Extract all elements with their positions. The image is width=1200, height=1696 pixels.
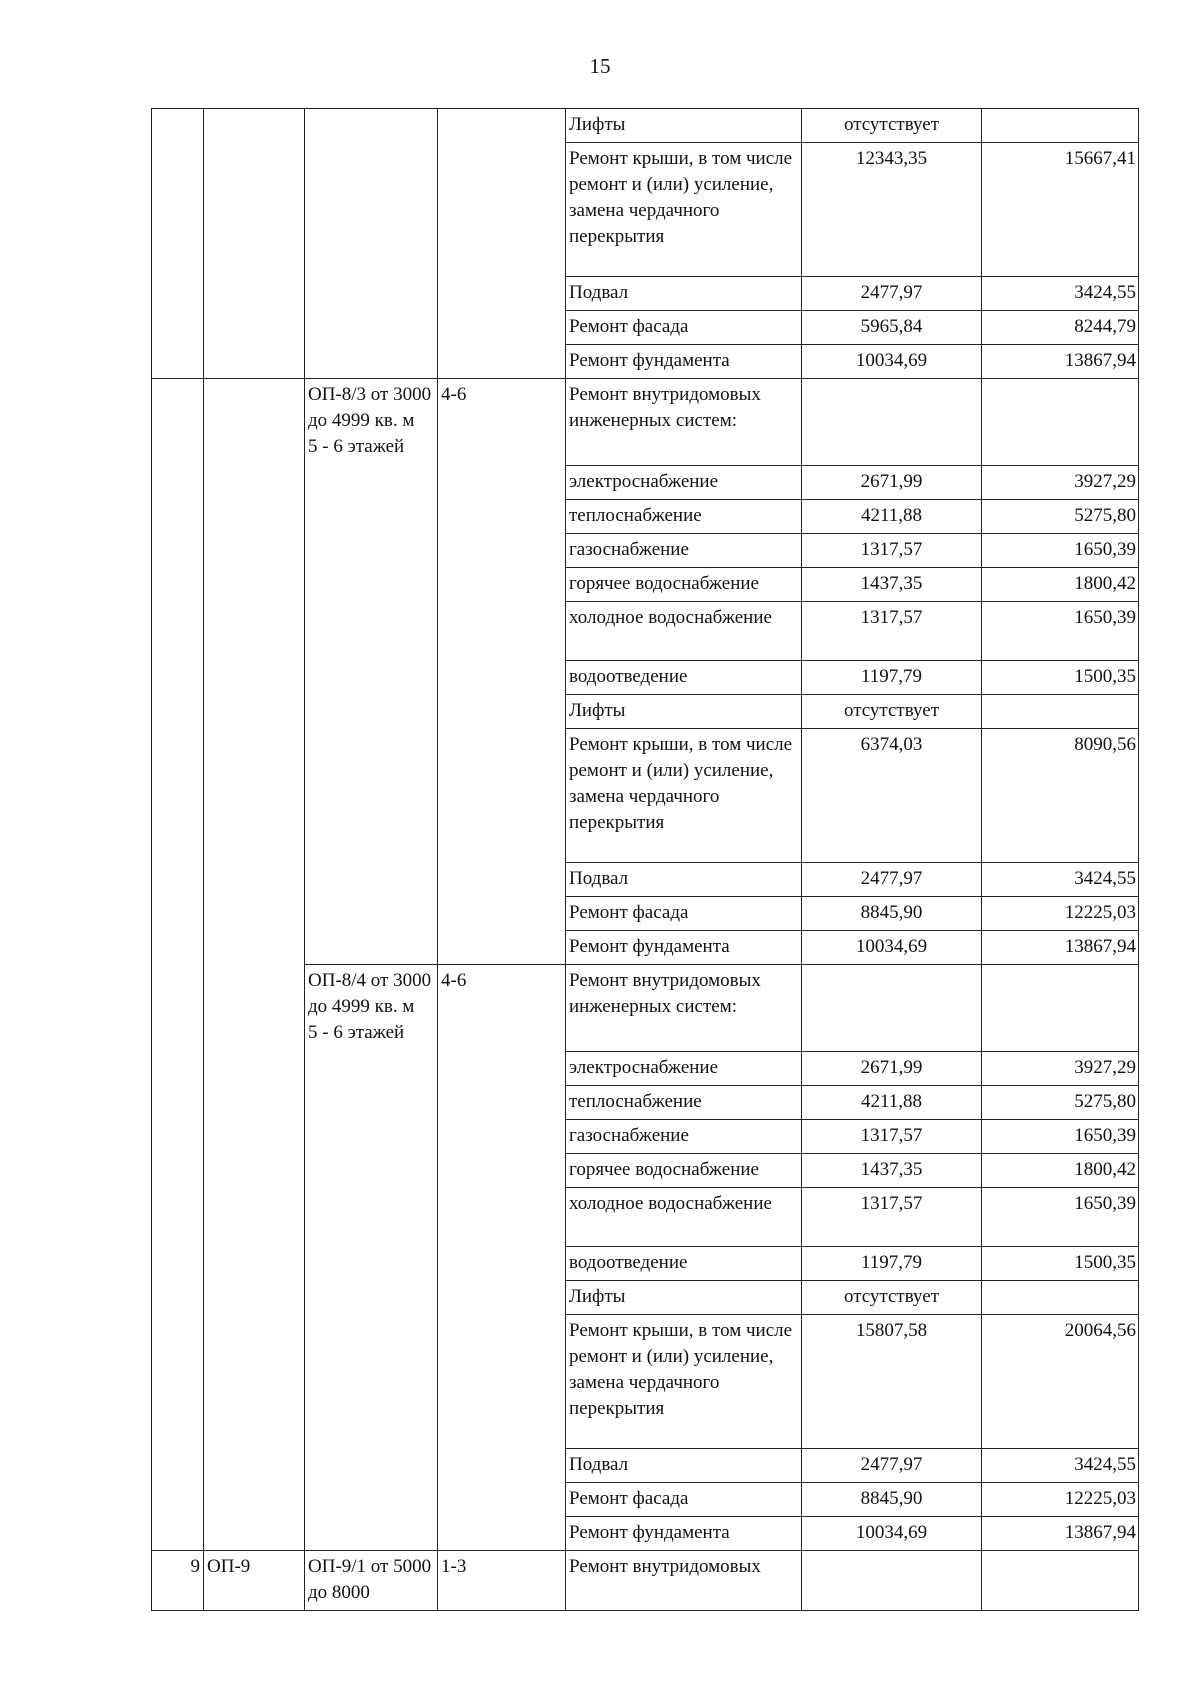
item-cell: Лифты <box>566 109 802 143</box>
item-cell: Подвал <box>566 277 802 311</box>
value-cell: 5275,80 <box>982 1086 1139 1120</box>
floors-cell: 4-6 <box>438 965 566 1551</box>
value-cell <box>982 379 1139 466</box>
value-cell: 8090,56 <box>982 729 1139 863</box>
code-cell: ОП-9/1 от 5000 до 8000 <box>305 1551 438 1611</box>
code-cell <box>305 109 438 379</box>
item-cell: Ремонт крыши, в том числе ремонт и (или) усиление, замена чердачного перекрытия <box>566 1315 802 1449</box>
item-cell: водоотведение <box>566 661 802 695</box>
item-cell: электроснабжение <box>566 466 802 500</box>
floors-cell: 4-6 <box>438 379 566 965</box>
value-cell: 1650,39 <box>982 1120 1139 1154</box>
item-cell: Ремонт фасада <box>566 897 802 931</box>
table-row <box>152 1551 1139 1611</box>
item-cell: Ремонт крыши, в том числе ремонт и (или) усиление, замена чердачного перекрытия <box>566 143 802 277</box>
value-cell: 8845,90 <box>802 1483 982 1517</box>
value-cell: 1317,57 <box>802 534 982 568</box>
item-cell: Подвал <box>566 863 802 897</box>
item-cell: газоснабжение <box>566 1120 802 1154</box>
value-cell: 6374,03 <box>802 729 982 863</box>
item-cell: Ремонт внутридомовых <box>566 1551 802 1611</box>
value-cell: 3424,55 <box>982 277 1139 311</box>
page-number: 15 <box>589 54 611 78</box>
table-row <box>152 109 1139 143</box>
value-cell: 15807,58 <box>802 1315 982 1449</box>
value-cell: 1437,35 <box>802 568 982 602</box>
value-cell: 13867,94 <box>982 1517 1139 1551</box>
value-cell: 1197,79 <box>802 661 982 695</box>
item-cell: Ремонт внутридомовых инженерных систем: <box>566 379 802 466</box>
value-cell: 2477,97 <box>802 277 982 311</box>
value-cell <box>982 109 1139 143</box>
item-cell: холодное водоснабжение <box>566 1188 802 1247</box>
value-cell: 10034,69 <box>802 1517 982 1551</box>
value-cell: 13867,94 <box>982 931 1139 965</box>
value-cell: 1437,35 <box>802 1154 982 1188</box>
value-cell: 1800,42 <box>982 1154 1139 1188</box>
number-cell: 9 <box>152 1551 204 1611</box>
item-cell: Ремонт внутридомовых инженерных систем: <box>566 965 802 1052</box>
value-cell: 2671,99 <box>802 1052 982 1086</box>
table-row <box>152 379 1139 466</box>
item-cell: Ремонт фундамента <box>566 1517 802 1551</box>
value-cell: 10034,69 <box>802 931 982 965</box>
value-cell: 8244,79 <box>982 311 1139 345</box>
value-cell: 1500,35 <box>982 661 1139 695</box>
item-cell: холодное водоснабжение <box>566 602 802 661</box>
value-cell <box>802 965 982 1052</box>
value-cell: 1317,57 <box>802 602 982 661</box>
value-cell: 10034,69 <box>802 345 982 379</box>
code-cell: ОП-8/4 от 3000 до 4999 кв. м 5 - 6 этажей <box>305 965 438 1551</box>
floors-cell: 1-3 <box>438 1551 566 1611</box>
value-cell: отсутствует <box>802 695 982 729</box>
value-cell <box>802 379 982 466</box>
item-cell: Ремонт фундамента <box>566 345 802 379</box>
item-cell: газоснабжение <box>566 534 802 568</box>
value-cell: 1800,42 <box>982 568 1139 602</box>
value-cell: 3424,55 <box>982 863 1139 897</box>
value-cell: 3927,29 <box>982 466 1139 500</box>
group-cell <box>204 379 305 1551</box>
value-cell: 1650,39 <box>982 602 1139 661</box>
item-cell: горячее водоснабжение <box>566 1154 802 1188</box>
value-cell <box>802 1551 982 1611</box>
value-cell: 2671,99 <box>802 466 982 500</box>
cost-table <box>151 108 1139 1611</box>
value-cell: отсутствует <box>802 109 982 143</box>
value-cell: 20064,56 <box>982 1315 1139 1449</box>
value-cell: 4211,88 <box>802 500 982 534</box>
item-cell: Ремонт крыши, в том числе ремонт и (или) усиление, замена чердачного перекрытия <box>566 729 802 863</box>
item-cell: электроснабжение <box>566 1052 802 1086</box>
group-cell <box>204 109 305 379</box>
item-cell: Ремонт фасада <box>566 311 802 345</box>
item-cell: Лифты <box>566 695 802 729</box>
value-cell <box>982 695 1139 729</box>
value-cell: 1317,57 <box>802 1120 982 1154</box>
group-cell: ОП-9 <box>204 1551 305 1611</box>
value-cell: 2477,97 <box>802 1449 982 1483</box>
value-cell: 12225,03 <box>982 1483 1139 1517</box>
value-cell: 13867,94 <box>982 345 1139 379</box>
value-cell: 1317,57 <box>802 1188 982 1247</box>
code-cell: ОП-8/3 от 3000 до 4999 кв. м 5 - 6 этажей <box>305 379 438 965</box>
value-cell: 12225,03 <box>982 897 1139 931</box>
value-cell <box>982 1551 1139 1611</box>
item-cell: водоотведение <box>566 1247 802 1281</box>
item-cell: горячее водоснабжение <box>566 568 802 602</box>
item-cell: Лифты <box>566 1281 802 1315</box>
item-cell: Подвал <box>566 1449 802 1483</box>
value-cell: 1500,35 <box>982 1247 1139 1281</box>
value-cell: 1650,39 <box>982 1188 1139 1247</box>
item-cell: теплоснабжение <box>566 500 802 534</box>
value-cell: 3927,29 <box>982 1052 1139 1086</box>
value-cell: 5275,80 <box>982 500 1139 534</box>
floors-cell <box>438 109 566 379</box>
value-cell <box>982 1281 1139 1315</box>
value-cell: 15667,41 <box>982 143 1139 277</box>
value-cell: 12343,35 <box>802 143 982 277</box>
value-cell: 1197,79 <box>802 1247 982 1281</box>
value-cell: 5965,84 <box>802 311 982 345</box>
number-cell <box>152 379 204 1551</box>
item-cell: теплоснабжение <box>566 1086 802 1120</box>
value-cell: 4211,88 <box>802 1086 982 1120</box>
value-cell: 8845,90 <box>802 897 982 931</box>
value-cell: 3424,55 <box>982 1449 1139 1483</box>
value-cell: 2477,97 <box>802 863 982 897</box>
number-cell <box>152 109 204 379</box>
value-cell: отсутствует <box>802 1281 982 1315</box>
item-cell: Ремонт фундамента <box>566 931 802 965</box>
value-cell <box>982 965 1139 1052</box>
value-cell: 1650,39 <box>982 534 1139 568</box>
item-cell: Ремонт фасада <box>566 1483 802 1517</box>
